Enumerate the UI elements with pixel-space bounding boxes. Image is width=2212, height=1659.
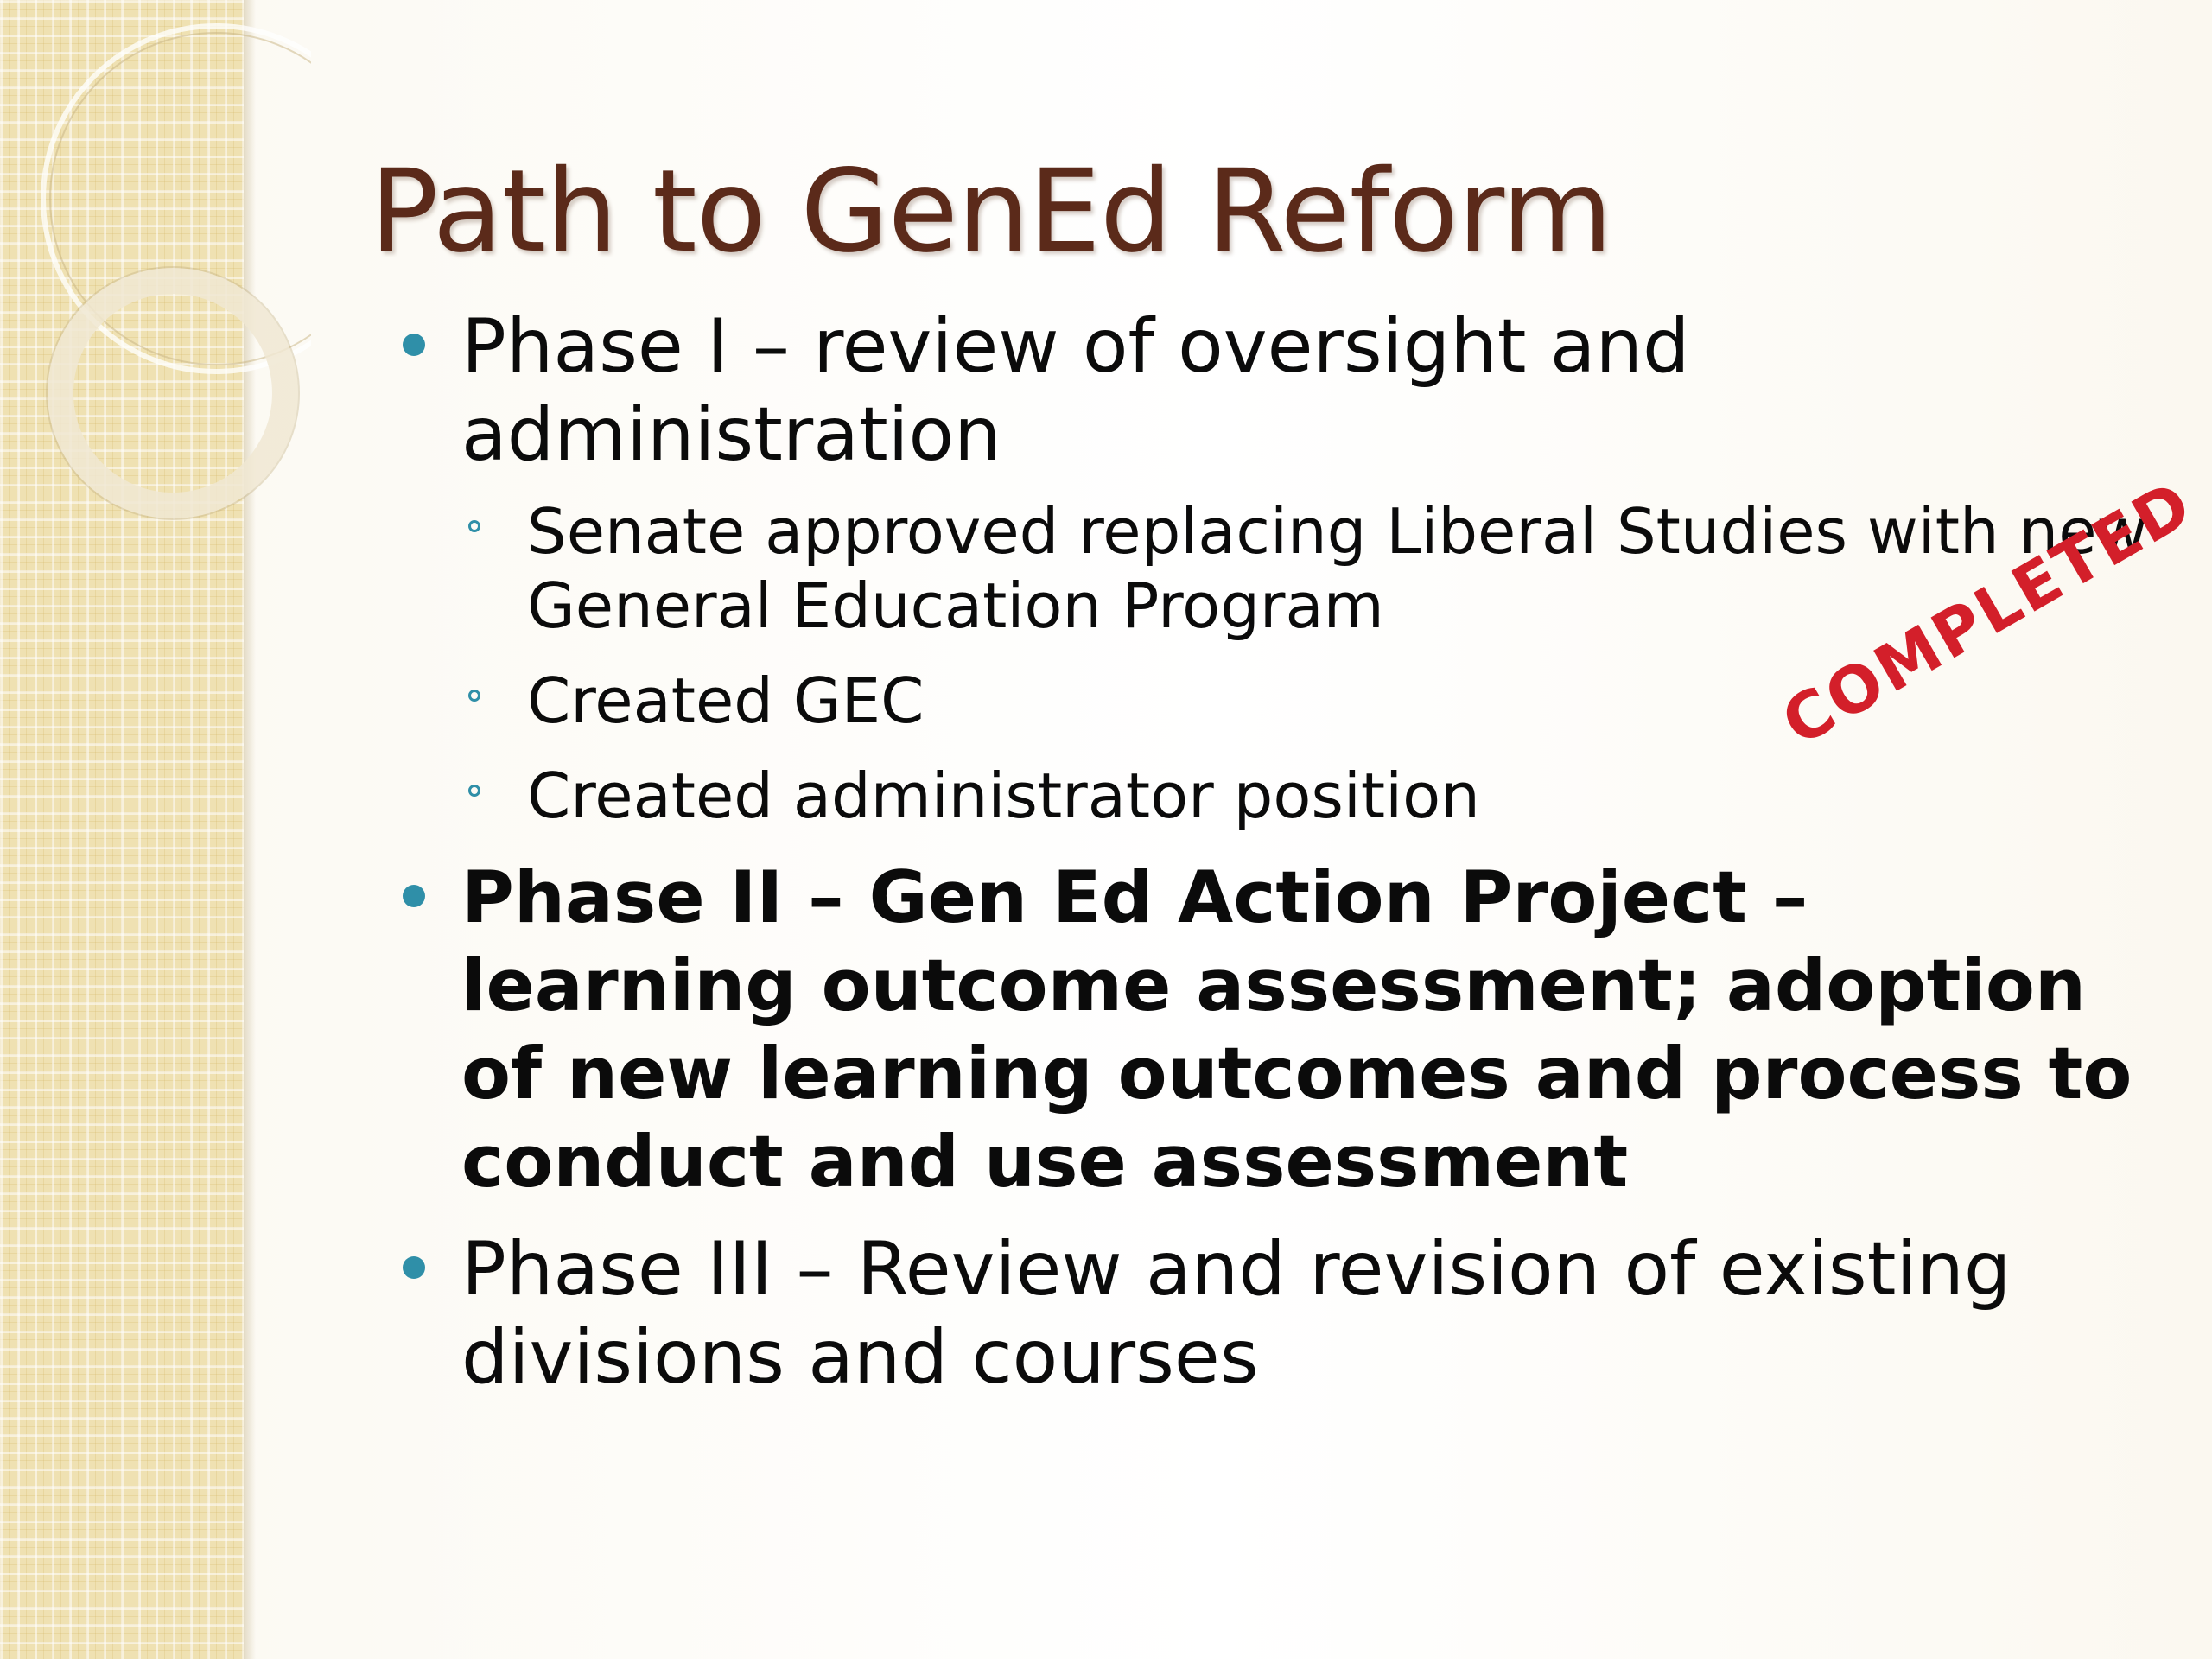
sub-item-text: Created administrator position xyxy=(527,760,1480,832)
sub-item-created-administrator xyxy=(461,759,2152,833)
hollow-bullet-icon xyxy=(468,690,480,702)
sub-item-senate-approved xyxy=(461,494,2152,643)
bullet-phase-1 xyxy=(389,302,2152,479)
bullet-dot-icon xyxy=(403,1256,425,1279)
bullet-text: Phase III – Review and revision of existing divisions and courses xyxy=(461,1226,2012,1401)
bullet-phase-2 xyxy=(389,854,2152,1206)
sub-item-text: Senate approved replacing Liberal Studies with new General Education Program xyxy=(527,495,2148,642)
hollow-bullet-icon xyxy=(468,520,480,532)
bullet-text: Phase I – review of oversight and administration xyxy=(461,303,1690,478)
sub-item-text: Created GEC xyxy=(527,664,925,737)
bullet-text: Phase II – Gen Ed Action Project – learning outcome assessment; adoption of new learning outcomes and process to conduct and use assessment xyxy=(461,855,2133,1204)
bullet-list xyxy=(389,302,2152,1402)
bullet-dot-icon xyxy=(403,885,425,907)
slide-title: Path to GenEd Reform xyxy=(370,145,1612,278)
bullet-phase-3 xyxy=(389,1225,2152,1402)
completed-stamp: COMPLETED xyxy=(1770,466,2206,761)
decorative-rings-icon xyxy=(0,0,311,553)
bullet-dot-icon xyxy=(403,334,425,356)
hollow-bullet-icon xyxy=(468,785,480,797)
